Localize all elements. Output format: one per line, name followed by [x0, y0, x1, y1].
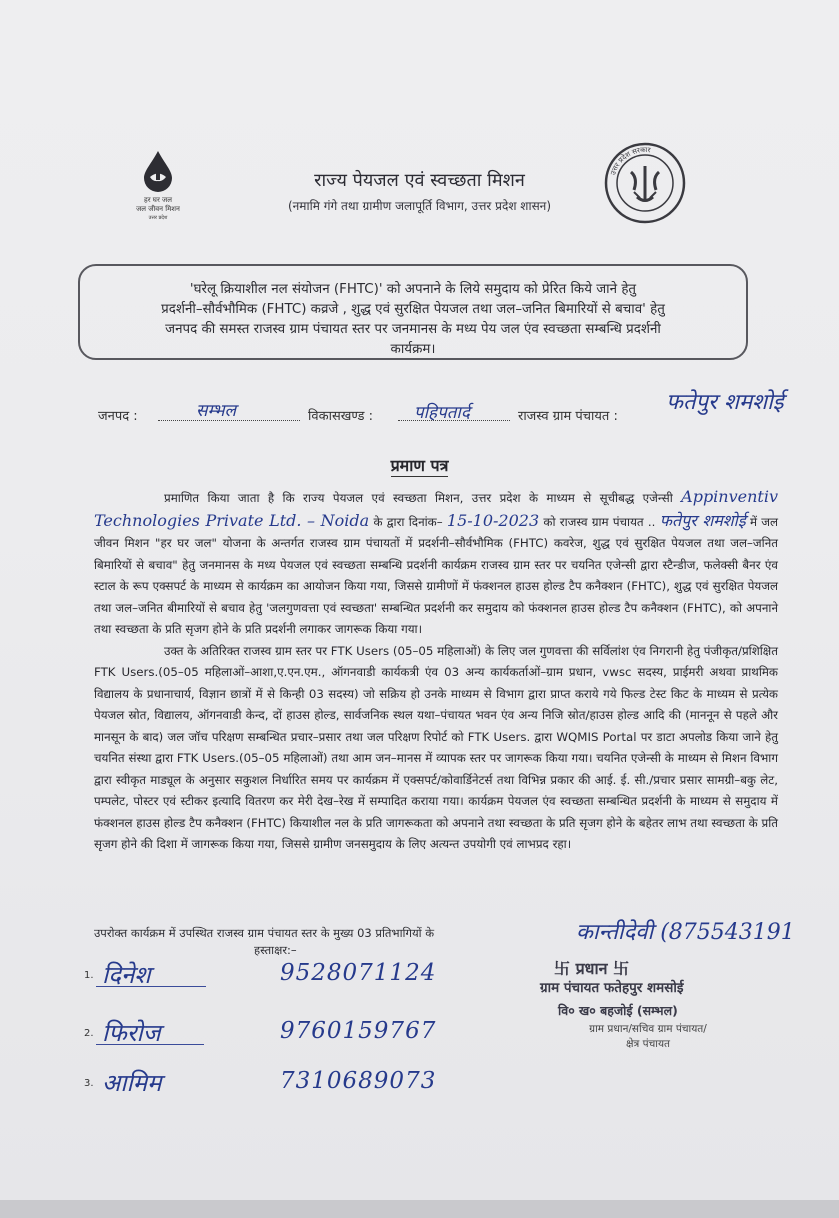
designation-line2: क्षेत्र पंचायत [625, 1038, 671, 1050]
signatory-number: 1. [84, 970, 94, 981]
subject-line1: 'घरेलू क्रियाशील नल संयोजन (FHTC)' को अपनाने के लिये समुदाय को प्रेरित किये जाने हेतु [189, 282, 637, 297]
program-date: 15-10-2023 [446, 510, 540, 530]
mission-subtitle: (नमामि गंगे तथा ग्रामीण जलापूर्ति विभाग, उत्तर प्रदेश शासन) [287, 199, 552, 213]
mission-title: राज्य पेयजल एवं स्वच्छता मिशन [314, 170, 525, 191]
subject-box [78, 264, 748, 360]
certificate-title [0, 454, 839, 476]
subject-line2: प्रदर्शनी–सौर्वभौमिक (FHTC) कव्रजे , शुद्ध एवं सुरक्षित पेयजल तथा जल–जनित बिमारियों से बचाव' हेतु [161, 302, 665, 317]
janpad-label: जनपद : [98, 409, 138, 424]
seal-text: उत्तर प्रदेश सरकार [609, 145, 652, 176]
signature-line [96, 1044, 204, 1045]
designation-line1: ग्राम प्रधान/सचिव ग्राम पंचायत/ [589, 1023, 707, 1035]
page-fold [0, 1200, 839, 1218]
body-paragraph-2: उक्त के अतिरिक्त राजस्व ग्राम स्तर पर FTK Users (05–05 महिलाओं) के लिए जल गुणवत्ता की सर्विलांश एंव निगरानी हेतु पंजीकृत/प्रशिक्षित FTK Users.(05–05 महिलाओं–आशा,ए.एन.एम., ऑगनवाडी कार्यकत्री एंव 03 अन्य कार्यकर्ताओं–ग्राम प्रधान, vwsc सदस्य, प्राईमरी अथवा प्राथमिक विद्यालय के प्रधानाचार्य, विज्ञान छात्रों में से किन्ही 03 सदस्य) जो सक्रिय हो उनके माध्यम से विभाग द्वारा प्राप्त कराये गये फिल्ड टेस्ट किट के माध्यम से प्रत्येक पेयजल स्रोत, विद्यालय, ऑगनवाडी केन्द, दों हाउस होल्ड, सार्वजनिक स्थल यथा–पंचायत भवन एंव अन्य निजि स्रोत/हाउस होल्ड आदि की (माननून से पहले और मानसून के बाद) जल जॉच परिक्षण सम्बन्धित प्रचार–प्रसार तथा जल परिक्षण रिपोर्ट को FTK Users. द्वारा WQMIS Portal पर डाटा अपलोड किया जाने हेतु चयनित संस्था द्वारा FTK Users.(05–05 महिलाओं) तथा आम जन–मानस में व्यापक स्तर पर जागरूक किया गया। चयनित एजेन्सी के माध्यम से मिशन विभाग द्वारा स्वीकृत माड्यूल के अनुसार सकुशल निर्धारित समय पर कार्यक्रम में एक्सपर्ट/कोवार्डिनेटर्स तथा विभिन्न प्रकार की आई. ई. सी./प्रचार प्रसार सामग्री–बकु लेट, पम्पलेट, पोस्टर एवं स्टीकर इत्यादि वितरण कर मेरी देख–रेख में सम्पादित कराया गया। कार्यक्रम पेयजल एंव स्वच्छता सम्बन्धित प्रदर्शनी के माध्यम से समुदाय में फंक्शनल हाउस होल्ड टैप कनैक्शन (FHTC) कियाशील नल के प्रति जागरूकता को अपनाने तथा स्वच्छता के प्रति सृजग होने के बहेतर लाभ तथा स्वच्छता के प्रति सृजग होने की दिशा में जागरूक किया गया, जिससे ग्रामीण जनसमुदाय के लिए अत्यन्त उपयोगी एवं लाभप्रद रहा। [94, 643, 778, 851]
certificate-body [94, 486, 778, 856]
body-p1-c: को राजस्व ग्राम पंचायत .. [543, 514, 656, 529]
pradhan-handwritten-signature: कान्तीदेवी (875543191 [576, 920, 795, 945]
signatories-intro-line2: हस्ताक्षर:– [254, 943, 297, 957]
signatory-name: फिरोज [102, 1019, 161, 1047]
signatories-intro [94, 925, 524, 959]
stamp-title: 卐 प्रधान 卐 [554, 959, 630, 978]
signatories-intro-line1: उपरोक्त कार्यक्रम में उपस्थित राजस्व ग्राम पंचायत स्तर के मुख्य 03 प्रतिभागियों के [94, 926, 435, 940]
signature-line [96, 986, 206, 987]
logo-line3: उत्तर प्रदेश [148, 215, 168, 221]
agency-name: Appinventiv Technologies Private Ltd. – Noida [94, 487, 778, 530]
body-p1-d: में जल जीवन मिशन "हर घर जल" योजना के अन्तर्गत राजस्व ग्राम पंचायतों में प्रदर्शनी–सौर्वभौमिक (FHTC) कवरेज, शुद्ध एवं सुरक्षित पेयजल तथा जल–जनित बिमारियों से बचाव" हेतु जनमानस के मध्य पेयजल एवं स्वच्छता सम्बन्धि प्रदर्शनी कार्यक्रम राजस्व ग्राम स्तर पर चयनित एजेन्सी द्वारा स्टैन्डीज, फलेक्सी बैनर एंव स्टाल के रूप एक्सपर्ट के माध्यम से कार्यक्रम का आयोजन किया गया, जिससे ग्रामीणों में फंक्शनल हाउस होल्ड टैप कनैक्शन (FHTC), शुद्ध एवं सुरक्षित पेयजल तथा जल–जनित बीमारियों से बचाव हेतु 'जलगुणवत्ता एवं स्वच्छता' सम्बन्धित प्रदर्शनी कर समुदाय को फंक्शनल हाउस होल्ड टैप कनैक्शन (FHTC), को अपनाने तथा स्वच्छता के प्रति सृजग होने के प्रति प्रदर्शनी लगाकर जागरूक किया गया। [94, 514, 779, 636]
signatory-name: आमिम [102, 1069, 162, 1097]
stamp-line2: ग्राम पंचायत फतेहपुर शमसोई [540, 980, 684, 996]
signatory-phone: 7310689073 [280, 1068, 437, 1094]
signatory-name: दिनेश [102, 961, 151, 989]
gram-panchayat-label: राजस्व ग्राम पंचायत : [518, 409, 618, 424]
pradhan-designation [548, 1022, 748, 1052]
signatory-phone: 9760159767 [280, 1018, 437, 1044]
stamp-line3: वि० ख० बहजोई (सम्भल) [558, 1003, 678, 1018]
signatory-number: 3. [84, 1078, 94, 1089]
certificate-title-text: प्रमाण पत्र [390, 456, 449, 475]
logo-line1: हर घर जल [144, 196, 172, 204]
body-p1-b: के द्वारा दिनांक [373, 514, 437, 529]
block-value: पहिपतार्द [414, 403, 470, 423]
subject-line3: जनपद की समस्त राजस्व ग्राम पंचायत स्तर पर जनमानस के मध्य पेय जल एंव स्वच्छता सम्बन्धि प्रदर्शनी [165, 322, 661, 337]
block-label: विकासखण्ड : [308, 409, 374, 424]
janpad-value: सम्भल [196, 401, 237, 421]
subject-line4: कार्यक्रम। [390, 342, 436, 357]
signatory-number: 2. [84, 1028, 94, 1039]
gram-panchayat-value: फतेपुर शमशोई [666, 390, 784, 415]
gram-panchayat-handwritten: फतेपुर शमशोई [659, 510, 746, 530]
logo-line2: जल जीवन मिशन [136, 205, 180, 213]
signatory-phone: 9528071124 [280, 960, 437, 986]
body-paragraph-1: प्रमाणित किया जाता है कि राज्य पेयजल एवं स्वच्छता मिशन, उत्तर प्रदेश के माध्यम से सूचीबद्ध एजेन्सी Appinventiv Technologies Private Ltd. – Noida के द्वारा दिनांक– 15-10-2023 को राजस्व ग्राम पंचायत .. फतेपुर शमशोई में जल जीवन मिशन "हर घर जल" योजना के अन्तर्गत राजस्व ग्राम पंचायतों में प्रदर्शनी–सौर्वभौमिक (FHTC) कवरेज, शुद्ध एवं सुरक्षित पेयजल तथा जल–जनित बिमारियों से बचाव" हेतु जनमानस के मध्य पेयजल एवं स्वच्छता सम्बन्धि प्रदर्शनी कार्यक्रम राजस्व ग्राम स्तर पर चयनित एजेन्सी द्वारा स्टैन्डीज, फलेक्सी बैनर एंव स्टाल के रूप एक्सपर्ट के माध्यम से कार्यक्रम का आयोजन किया गया, जिससे ग्रामीणों में फंक्शनल हाउस होल्ड टैप कनैक्शन (FHTC), शुद्ध एवं सुरक्षित पेयजल तथा जल–जनित बीमारियों से बचाव हेतु 'जलगुणवत्ता एवं स्वच्छता' सम्बन्धित प्रदर्शनी कर समुदाय को फंक्शनल हाउस होल्ड टैप कनैक्शन (FHTC), को अपनाने तथा स्वच्छता के प्रति सृजग होने के प्रति प्रदर्शनी लगाकर जागरूक किया गया। [94, 487, 779, 636]
stamp-line1: प्रधान [575, 959, 608, 978]
body-p1-a: प्रमाणित किया जाता है कि राज्य पेयजल एवं स्वच्छता मिशन, उत्तर प्रदेश के माध्यम से सूचीबद्ध एजेन्सी [164, 491, 673, 505]
